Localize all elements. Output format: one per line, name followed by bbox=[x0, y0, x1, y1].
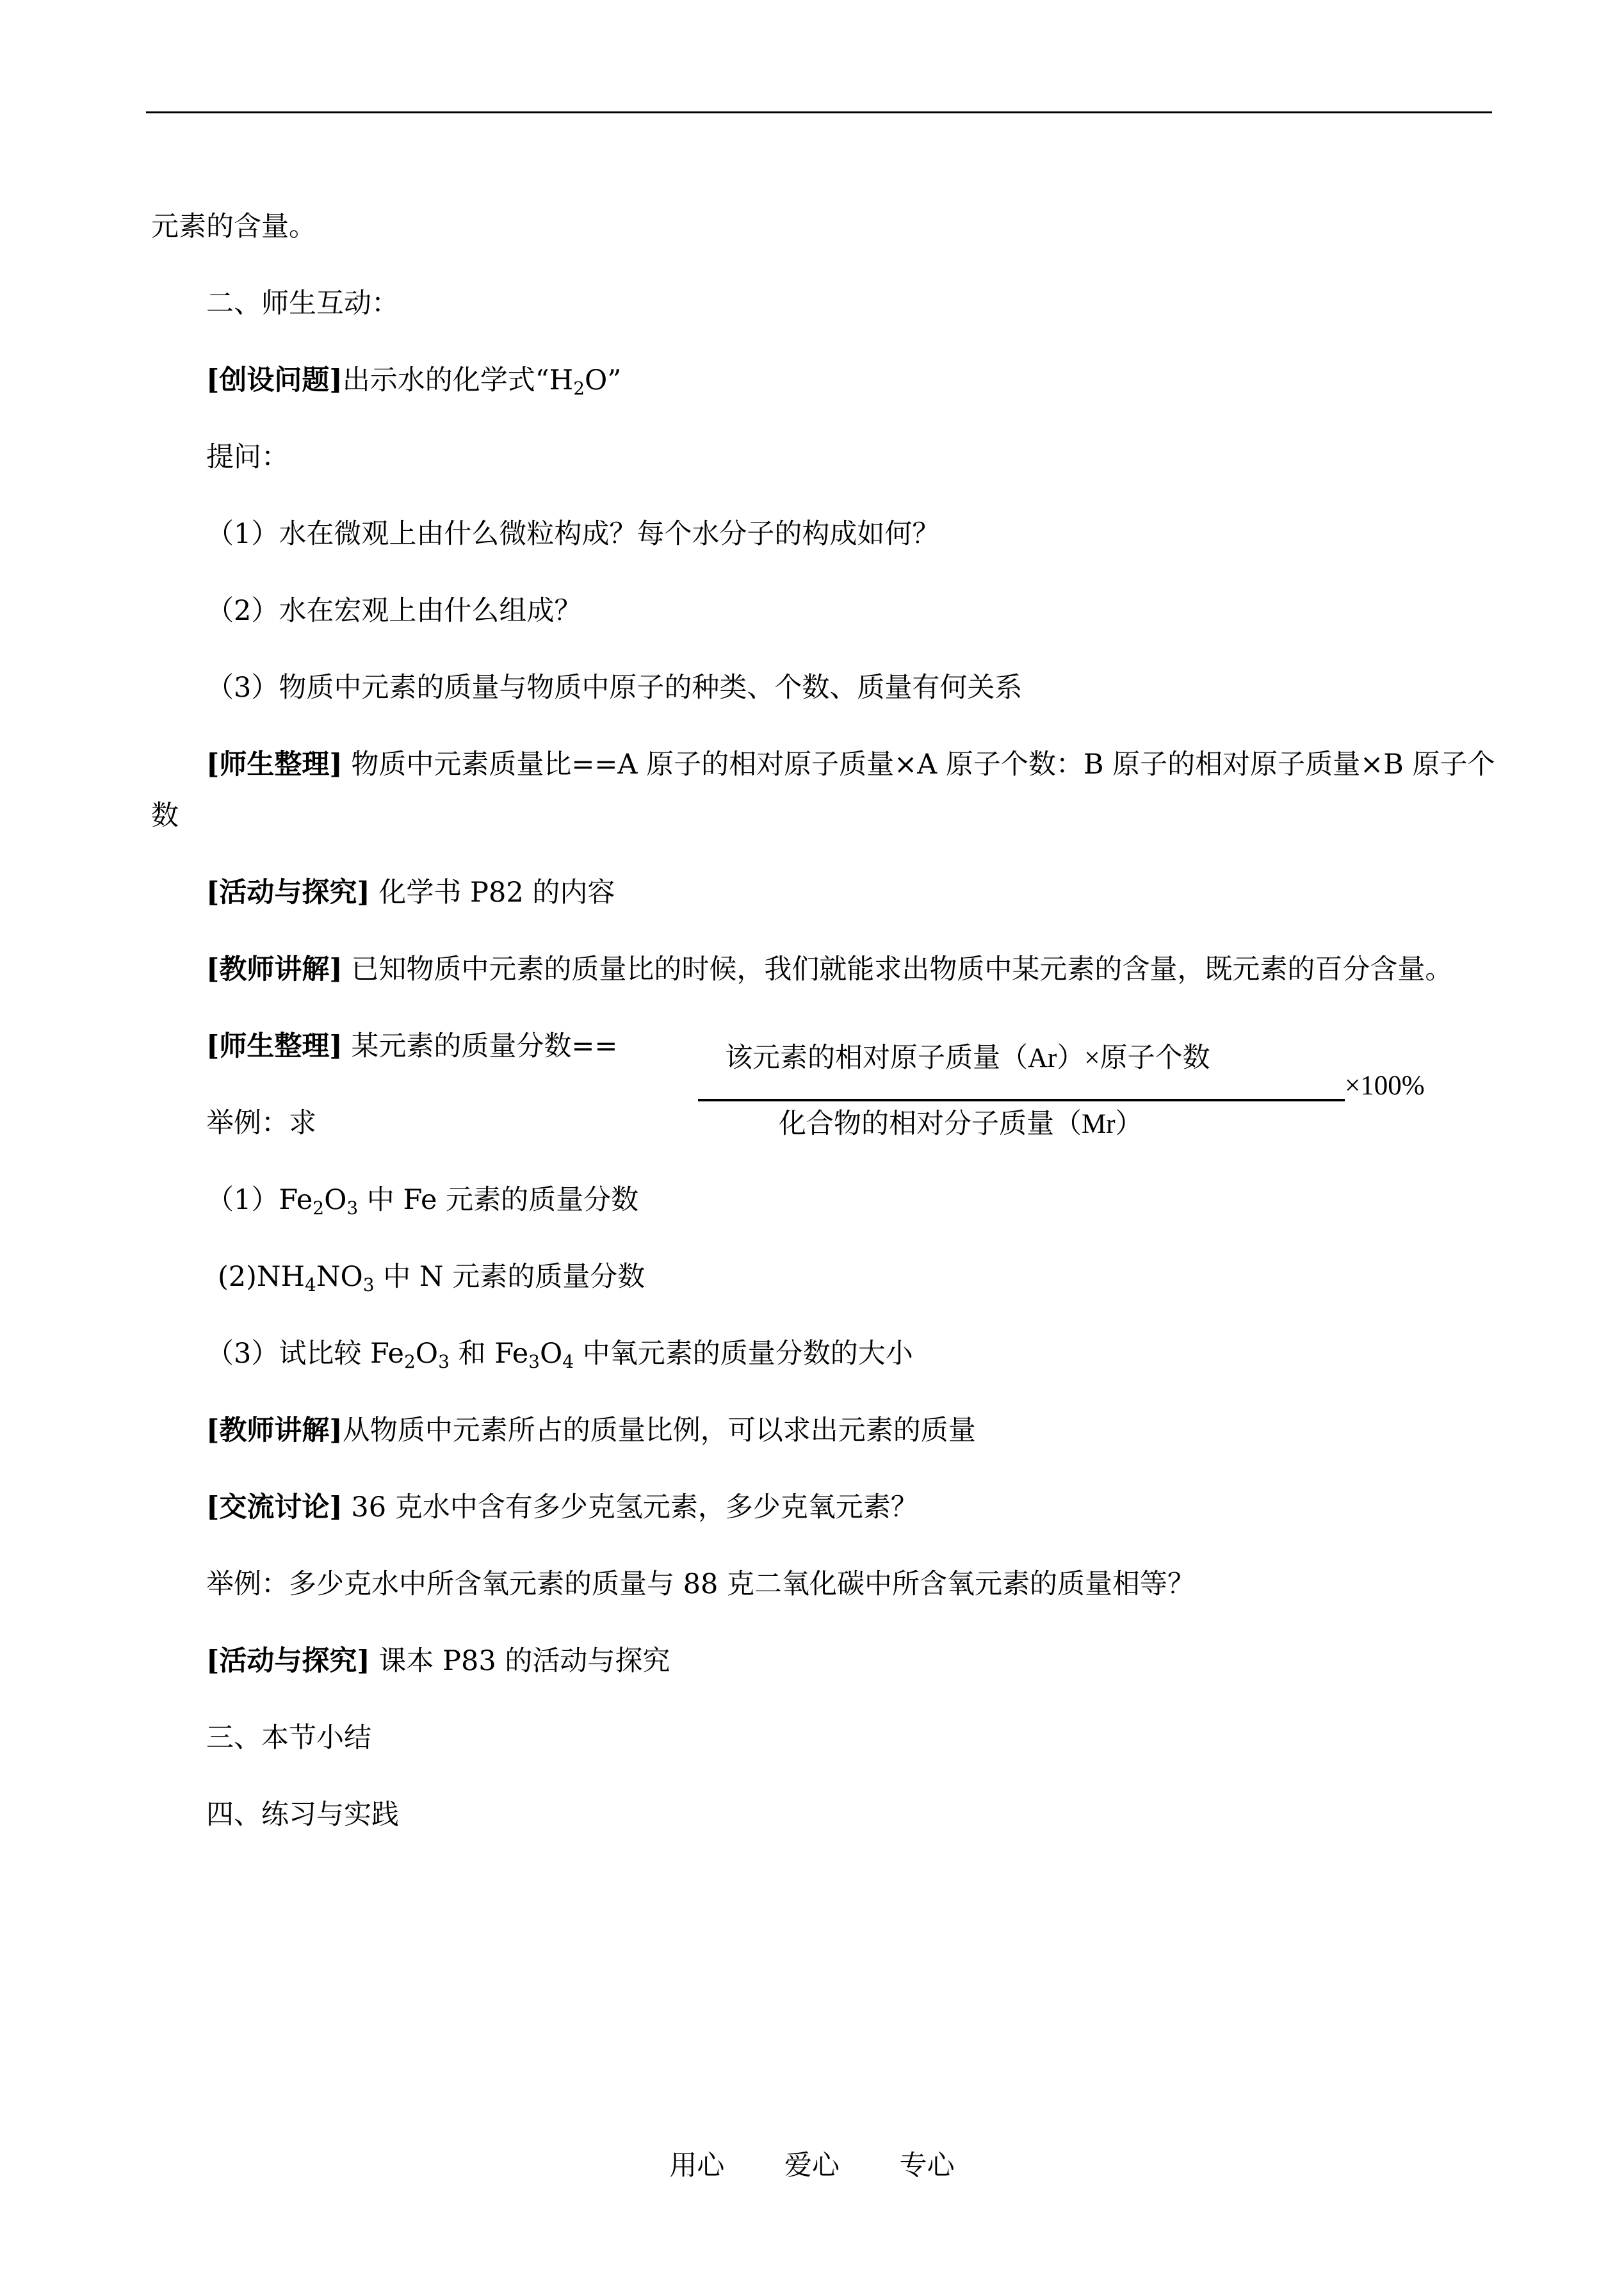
question-item bbox=[206, 515, 939, 553]
bracket-tag: [创设问题] bbox=[206, 364, 343, 396]
line-text: 四、练习与实践 bbox=[206, 1799, 399, 1831]
section-heading bbox=[206, 1796, 399, 1834]
header-rule bbox=[146, 111, 1492, 113]
line-text: 课本 P83 的活动与探究 bbox=[369, 1645, 670, 1677]
example-item: $(2)NH_4NO_3$ 中 N 元素的质量分数 bbox=[218, 1261, 646, 1295]
bracket-tag: [活动与探究] bbox=[206, 1645, 370, 1677]
text-line bbox=[206, 950, 1452, 989]
text-line bbox=[206, 873, 615, 912]
bracket-tag: [交流讨论] bbox=[206, 1491, 343, 1523]
text-line bbox=[151, 207, 316, 246]
bracket-tag: [师生整理] bbox=[206, 749, 343, 781]
question-item bbox=[206, 669, 1022, 707]
text-line bbox=[206, 1565, 1195, 1603]
line-text: （3）物质中元素的质量与物质中原子的种类、个数、质量有何关系 bbox=[206, 672, 1023, 704]
bracket-tag: [教师讲解] bbox=[206, 953, 343, 985]
text-line bbox=[206, 438, 289, 476]
example-item: $(1)Fe_2O_3$ 中 Fe 元素的质量分数 bbox=[206, 1184, 639, 1219]
line-text: 提问： bbox=[206, 441, 289, 473]
formula-fraction-bar bbox=[698, 1099, 1345, 1101]
text-line bbox=[206, 745, 1495, 784]
line-text: 36 克水中含有多少克氢元素，多少克氧元素？ bbox=[342, 1491, 918, 1523]
footer-word: 专心 bbox=[899, 2150, 955, 2182]
section-heading bbox=[206, 1719, 371, 1757]
line-text: 数 bbox=[151, 800, 179, 832]
line-text: 举例：求 bbox=[206, 1107, 316, 1139]
footer-word: 爱心 bbox=[784, 2150, 840, 2182]
line-text: O” bbox=[585, 364, 622, 396]
formula-numerator: 该元素的相对原子质量（Ar）×原子个数 bbox=[725, 1043, 1210, 1073]
line-text: 二、师生互动： bbox=[206, 288, 399, 320]
subscript: 2 bbox=[573, 378, 585, 399]
page-footer bbox=[0, 2146, 1624, 2185]
footer-word: 用心 bbox=[669, 2150, 725, 2182]
line-text: 元素的含量。 bbox=[151, 211, 316, 243]
bracket-tag: [教师讲解] bbox=[206, 1415, 343, 1447]
text-line bbox=[151, 797, 179, 835]
line-text: （1）水在微观上由什么微粒构成？每个水分子的构成如何？ bbox=[206, 518, 940, 550]
line-text: 某元素的质量分数== bbox=[342, 1030, 618, 1062]
formula-multiplier: ×100% bbox=[1345, 1071, 1425, 1101]
text-line bbox=[206, 1104, 316, 1142]
line-text: 出示水的化学式“H bbox=[342, 364, 574, 396]
line-text: 三、本节小结 bbox=[206, 1722, 371, 1754]
line-text: （2）水在宏观上由什么组成？ bbox=[206, 595, 582, 627]
line-text: 已知物质中元素的质量比的时候，我们就能求出物质中某元素的含量，既元素的百分含量。 bbox=[342, 953, 1453, 985]
line-text: 从物质中元素所占的质量比例，可以求出元素的质量 bbox=[342, 1415, 976, 1447]
text-line bbox=[206, 1027, 617, 1066]
section-heading bbox=[206, 284, 399, 323]
text-line bbox=[206, 1488, 918, 1527]
line-text: 化学书 P82 的内容 bbox=[369, 877, 615, 909]
text-line bbox=[206, 1642, 670, 1680]
text-line bbox=[206, 361, 621, 400]
question-item bbox=[206, 592, 581, 630]
example-item: （3）试比较 $Fe_2O_3$ 和 $Fe_3O_4$ 中氧元素的质量分数的大小 bbox=[206, 1338, 913, 1372]
line-text: 举例：多少克水中所含氧元素的质量与 88 克二氧化碳中所含氧元素的质量相等？ bbox=[206, 1568, 1196, 1600]
bracket-tag: [活动与探究] bbox=[206, 877, 370, 909]
line-text: 物质中元素质量比==A 原子的相对原子质量×A 原子个数：B 原子的相对原子质量×B 原子个 bbox=[342, 749, 1495, 781]
formula-denominator: 化合物的相对分子质量（Mr） bbox=[779, 1109, 1143, 1139]
text-line bbox=[206, 1411, 976, 1450]
bracket-tag: [师生整理] bbox=[206, 1030, 343, 1062]
